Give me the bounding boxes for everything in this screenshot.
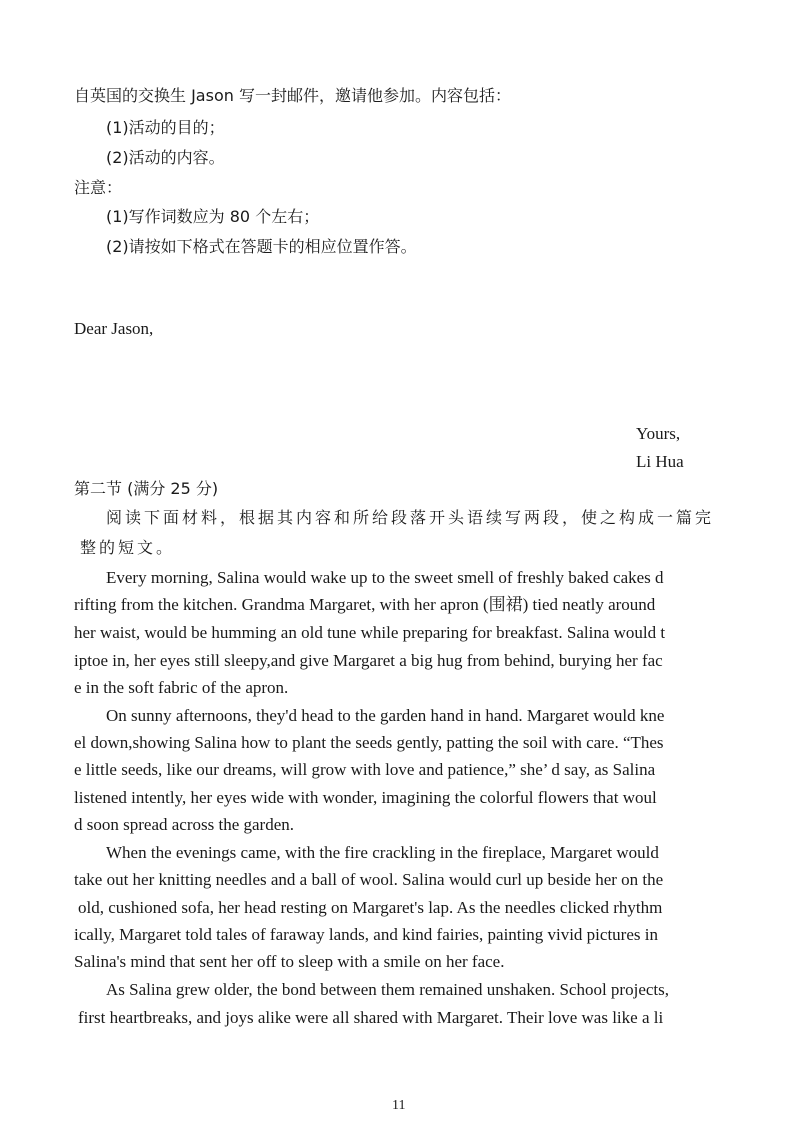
passage-line: Salina's mind that sent her off to sleep with a smile on her face. <box>74 952 505 971</box>
letter-signature: Li Hua <box>636 452 684 471</box>
letter-greeting: Dear Jason, <box>74 319 154 338</box>
prompt-item: (1)活动的目的； <box>106 118 225 137</box>
passage-line: As Salina grew older, the bond between them remained unshaken. School projects, <box>106 980 670 999</box>
note-label: 注意： <box>74 178 123 197</box>
prompt-intro: 自英国的交换生 Jason 写一封邮件，邀请他参加。内容包括： <box>74 86 511 105</box>
passage-line: When the evenings came, with the fire crackling in the fireplace, Margaret would <box>106 843 659 862</box>
section-instruction: 阅读下面材料，根据其内容和所给段落开头语续写两段，使之构成一篇完 <box>106 508 715 527</box>
passage-line: e little seeds, like our dreams, will grow with love and patience,” she’ d say, as Salina <box>74 760 656 779</box>
passage-line: first heartbreaks, and joys alike were all shared with Margaret. Their love was like a li <box>78 1008 664 1027</box>
passage-line: Every morning, Salina would wake up to the sweet smell of freshly baked cakes d <box>106 568 664 587</box>
page-number: 11 <box>392 1098 406 1113</box>
prompt-item: (2)活动的内容。 <box>106 148 225 167</box>
passage-line: rifting from the kitchen. Grandma Margaret, with her apron (围裙) tied neatly around <box>74 595 656 614</box>
passage-line: iptoe in, her eyes still sleepy,and give Margaret a big hug from behind, burying her fac <box>74 651 663 670</box>
letter-closing: Yours, <box>636 424 681 443</box>
note-item: (2)请按如下格式在答题卡的相应位置作答。 <box>106 237 417 256</box>
passage-line: On sunny afternoons, they'd head to the garden hand in hand. Margaret would kne <box>106 706 665 725</box>
passage-line: el down,showing Salina how to plant the seeds gently, patting the soil with care. “Thes <box>74 733 664 752</box>
passage-line: d soon spread across the garden. <box>74 815 294 834</box>
passage-line: old, cushioned sofa, her head resting on Margaret's lap. As the needles clicked rhythm <box>78 898 663 917</box>
section-instruction: 整的短文。 <box>80 538 176 557</box>
note-item: (1)写作词数应为 80 个左右； <box>106 207 320 226</box>
passage-line: her waist, would be humming an old tune while preparing for breakfast. Salina would t <box>74 623 666 642</box>
passage-line: ically, Margaret told tales of faraway lands, and kind fairies, painting vivid pictures in <box>74 925 658 944</box>
passage-line: e in the soft fabric of the apron. <box>74 678 289 697</box>
passage-line: listened intently, her eyes wide with wonder, imagining the colorful flowers that woul <box>74 788 657 807</box>
passage-line: take out her knitting needles and a ball of wool. Salina would curl up beside her on the <box>74 870 664 889</box>
section-title: 第二节 (满分 25 分) <box>74 479 219 498</box>
